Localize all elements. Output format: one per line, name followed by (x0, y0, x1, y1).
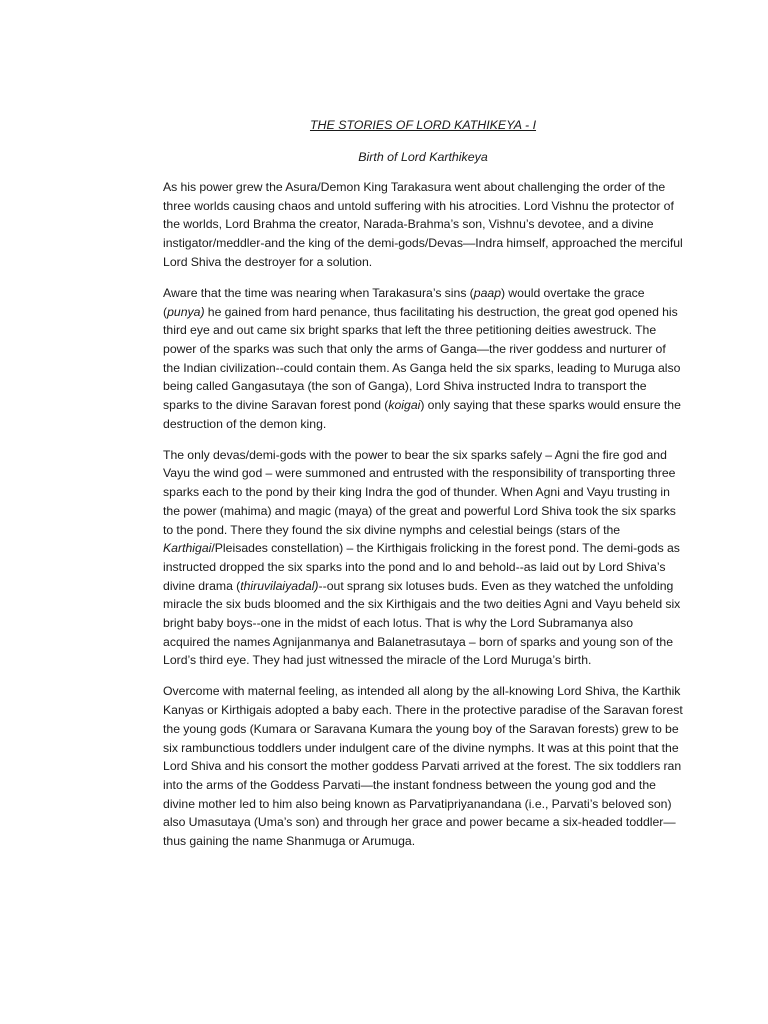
document-page (163, 117, 683, 863)
text-run: /Pleisades constellation) – the Kirthigais frolicking in the forest pond. The demi-gods as instructed dropped the six sparks into the pond and lo and behold--as laid out by Lord Shiva’s divine drama ( (163, 541, 680, 593)
document-title: THE STORIES OF LORD KATHIKEYA - I (309, 118, 537, 132)
italic-text-run: punya) (167, 304, 205, 319)
document-subtitle: Birth of Lord Karthikeya (358, 150, 488, 164)
paragraph (163, 682, 683, 850)
text-run: Aware that the time was nearing when Tarakasura’s sins ( (163, 285, 474, 300)
text-run: ) would overtake the grace ( (163, 285, 645, 319)
paragraph (163, 178, 683, 272)
text-run: As his power grew the Asura/Demon King Tarakasura went about challenging the order of the three worlds causing chaos and untold suffering with his atrocities. Lord Vishnu the protector of the worlds, Lord Brahma the creator, Narada-Brahma’s son, Vishnu’s devotee, and a divine instigator/meddler-and the king of the demi-gods/Devas—Indra himself, approached the merciful Lord Shiva the destroyer for a solution. (163, 180, 683, 269)
text-run: The only devas/demi-gods with the power to bear the six sparks safely – Agni the fire god and Vayu the wind god – were summoned and entrusted with the responsibility of transporting three sparks each to the pond by their king Indra the god of thunder. When Agni and Vayu trusting in the power (mahima) and magic (maya) of the great and powerful Lord Shiva took the six sparks to the pond. There they found the six divine nymphs and celestial beings (stars of the (163, 447, 676, 537)
paragraph (163, 446, 683, 670)
text-run: --out sprang six lotuses buds. Even as they watched the unfolding miracle the six buds bloomed and the six Kirthigais and the two deities Agni and Vayu beheld six bright baby boys--one in the midst of each lotus. That is why the Lord Subramanya also acquired the names Agnijanmanya and Balanetrasutaya – born of sparks and young son of the Lord’s third eye. They had just witnessed the miracle of the Lord Muruga’s birth. (163, 578, 681, 668)
text-run: Overcome with maternal feeling, as intended all along by the all-knowing Lord Shiva, the Karthik Kanyas or Kirthigais adopted a baby each. There in the protective paradise of the Saravan forest the young gods (Kumara or Saravana Kumara the young boy of the Saravan forests) grew to be six rambunctious toddlers under indulgent care of the divine nymphs. It was at this point that the Lord Shiva and his consort the mother goddess Parvati arrived at the forest. The six toddlers ran into the arms of the Goddess Parvati—the instant fondness between the young god and the divine mother led to him also being known as Parvatipriyanandana (i.e., Parvati’s beloved son) also Umasutaya (Uma’s son) and through her grace and power became a six-headed toddler—thus gaining the name Shanmuga or Arumuga. (163, 684, 683, 849)
text-run: he gained from hard penance, thus facilitating his destruction, the great god opened his third eye and out came six bright sparks that left the three petitioning deities awestruck. The power of the sparks was such that only the arms of Ganga—the river goddess and nurturer of the Indian civilization--could contain them. As Ganga held the six sparks, leading to Muruga also being called Gangasutaya (the son of Ganga), Lord Shiva instructed Indra to transport the sparks to the divine Saravan forest pond ( (163, 304, 681, 413)
italic-text-run: thiruvilaiyadal) (240, 578, 319, 593)
text-run: ) only saying that these sparks would ensure the destruction of the demon king. (163, 398, 681, 431)
paragraph (163, 284, 683, 434)
italic-text-run: koigai (388, 398, 421, 413)
italic-text-run: Karthigai (163, 541, 212, 556)
italic-text-run: paap (473, 285, 502, 300)
